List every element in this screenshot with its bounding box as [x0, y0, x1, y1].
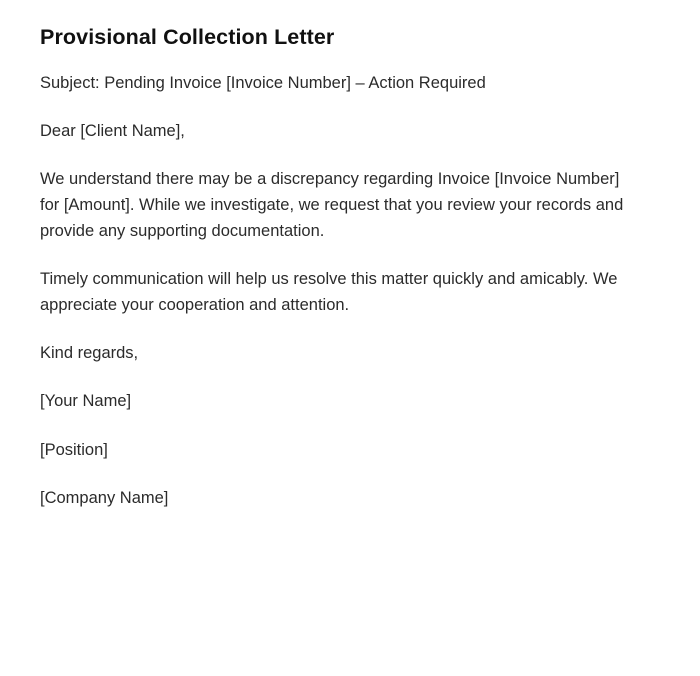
body-paragraph-1: We understand there may be a discrepancy regarding Invoice [Invoice Number] for [Amount]. While we investigate, we request that you review your records and provide any supporting documentation. [40, 170, 624, 241]
subject-line: Subject: Pending Invoice [Invoice Number] – Action Required [40, 73, 486, 92]
body-paragraph-2: Timely communication will help us resolve this matter quickly and amicably. We appreciate your cooperation and attention. [40, 270, 618, 315]
page-title: Provisional Collection Letter [40, 25, 335, 49]
signature-company: [Company Name] [40, 488, 169, 507]
signature-name: [Your Name] [40, 392, 132, 411]
closing: Kind regards, [40, 344, 139, 363]
salutation: Dear [Client Name], [40, 122, 185, 140]
signature-position: [Position] [40, 440, 108, 459]
